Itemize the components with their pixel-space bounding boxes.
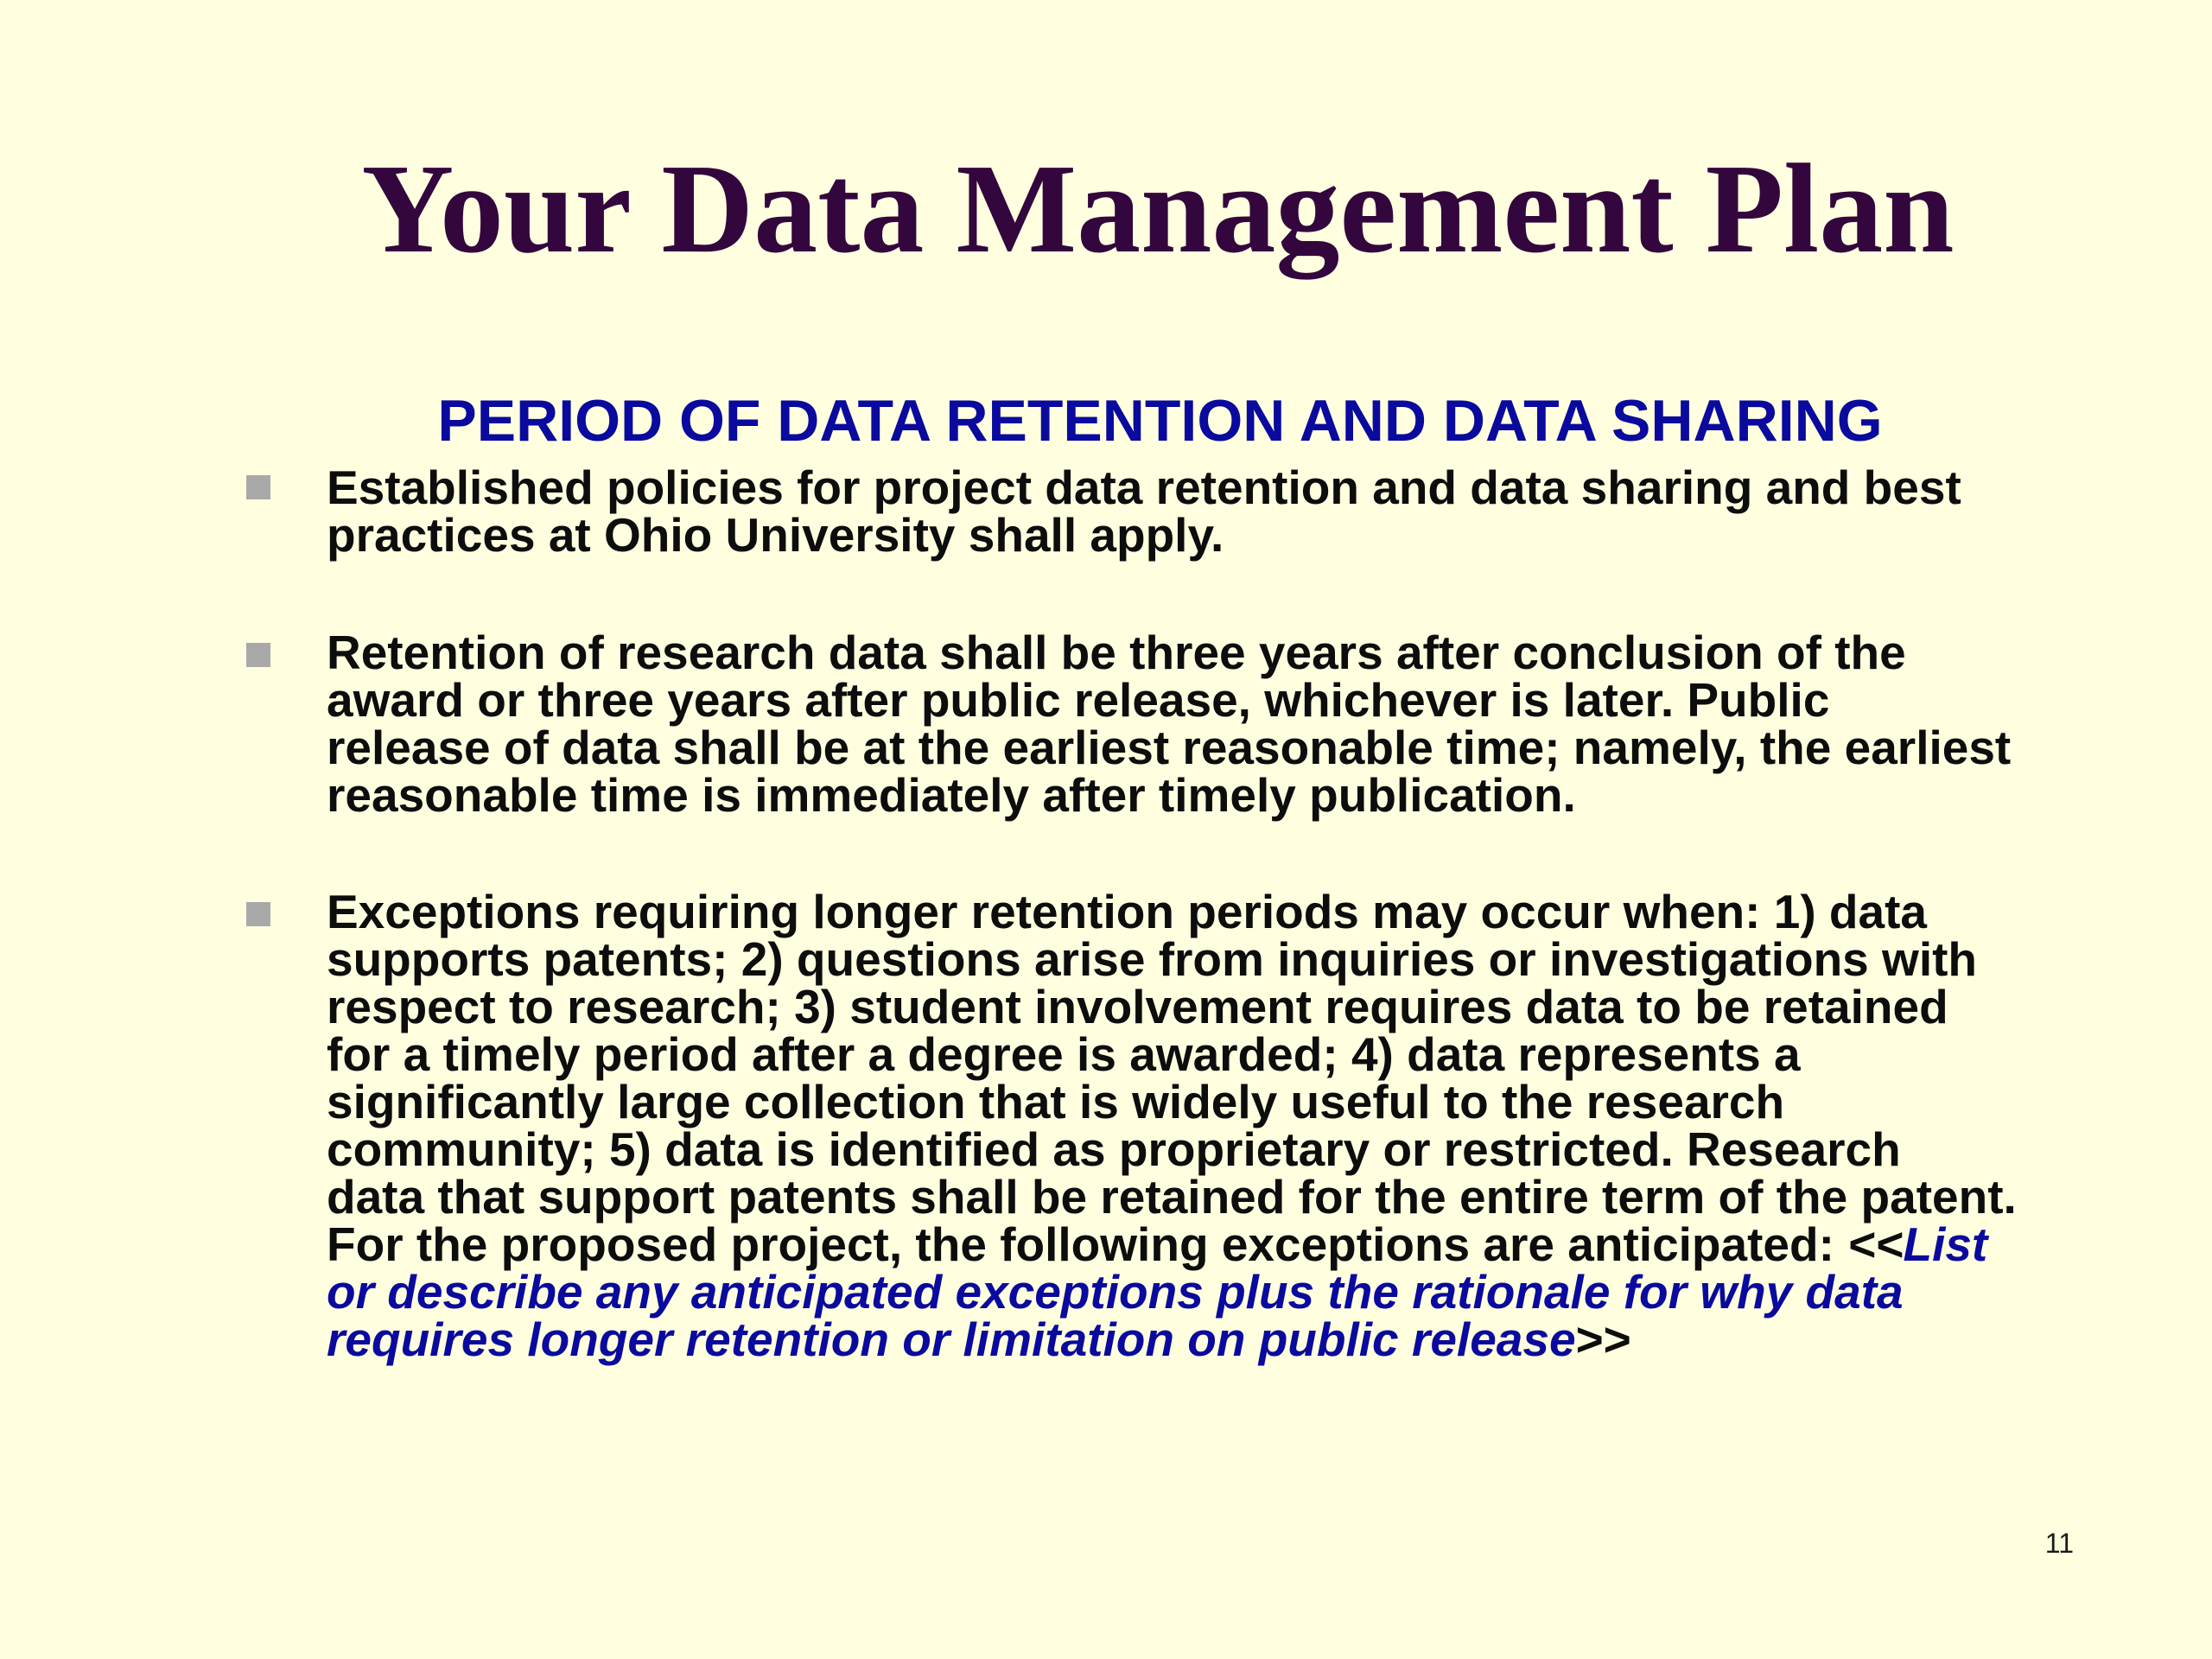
bullet-line-text: For the proposed project, the following exceptions are anticipated: <box>327 1217 1848 1271</box>
slide-title: Your Data Management Plan <box>361 138 1955 280</box>
bullet-line: significantly large collection that is widely useful to the research <box>327 1075 1785 1128</box>
square-bullet-icon <box>246 902 270 926</box>
bullet-line: release of data shall be at the earliest reasonable time; namely, the earliest <box>327 721 2012 774</box>
bullet-item-policies <box>327 461 2098 562</box>
bullet-line: data that support patents shall be retained for the entire term of the patent. <box>327 1170 2017 1224</box>
bullet-line: community; 5) data is identified as proprietary or restricted. Research <box>327 1122 1901 1176</box>
placeholder-open-marker: << <box>1847 1217 1904 1271</box>
placeholder-text: requires longer retention or limitation on public release <box>327 1313 1576 1366</box>
bullet-line: award or three years after public release, whichever is later. Public <box>327 673 1830 727</box>
bullet-line: Exceptions requiring longer retention periods may occur when: 1) data <box>327 885 1928 938</box>
placeholder-text: List <box>1903 1217 1988 1271</box>
bullet-line-with-placeholder-start <box>327 1217 2098 1271</box>
bullet-item-exceptions <box>327 885 2098 1366</box>
placeholder-close-marker: >> <box>1575 1313 1631 1366</box>
slide-subtitle: PERIOD OF DATA RETENTION AND DATA SHARING <box>437 388 1883 454</box>
bullet-line: respect to research; 3) student involvement requires data to be retained <box>327 980 1948 1033</box>
bullet-line: reasonable time is immediately after timely publication. <box>327 768 1576 822</box>
page-number: 11 <box>2044 1528 2074 1559</box>
bullet-line: supports patents; 2) questions arise from inquiries or investigations with <box>327 932 1978 986</box>
square-bullet-icon <box>246 643 270 667</box>
bullet-item-retention <box>327 626 2098 822</box>
placeholder-text: or describe any anticipated exceptions plus the rationale for why data <box>327 1265 1904 1319</box>
bullet-line-with-placeholder-end <box>327 1313 2098 1366</box>
bullet-line: Established policies for project data retention and data sharing and best <box>327 461 1961 514</box>
bullet-line: practices at Ohio University shall apply. <box>327 508 1224 562</box>
bullet-line: for a timely period after a degree is awarded; 4) data represents a <box>327 1027 1801 1081</box>
bullet-line: Retention of research data shall be three years after conclusion of the <box>327 626 1906 679</box>
square-bullet-icon <box>246 475 270 499</box>
